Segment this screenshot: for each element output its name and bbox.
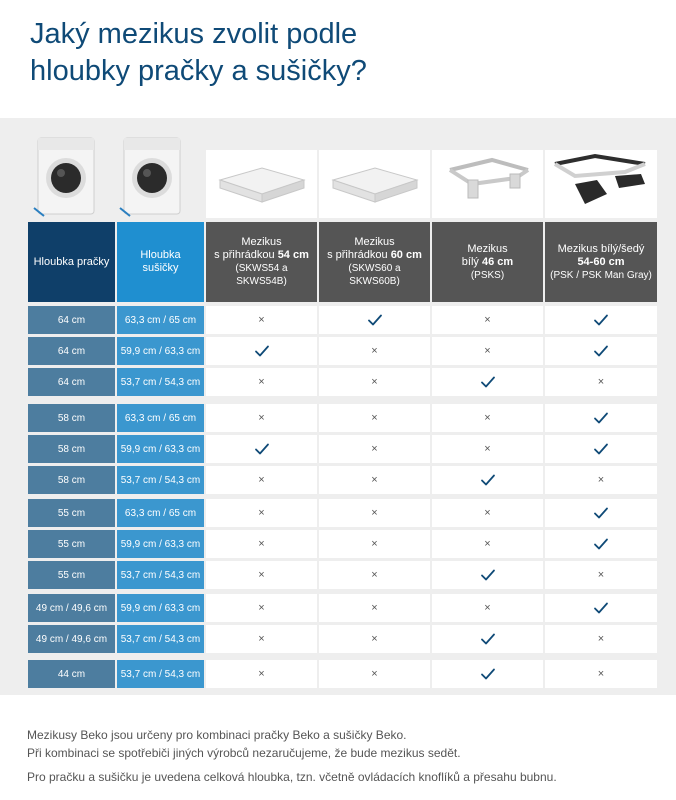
product-3-line2a: bílý [461,255,482,268]
product-1-line1: Mezikus [241,236,282,248]
white-grey-kit-54-60-icon [545,150,657,218]
not-compatible-cross-icon [545,660,657,688]
product-3-models: (PSKS) [470,269,505,281]
check-icon [593,505,609,521]
not-compatible-cross-icon [319,561,430,589]
not-compatible-cross-icon [319,337,430,365]
not-compatible-cross-icon [319,368,430,396]
table-row [28,435,657,463]
compatible-check-icon [432,466,543,494]
cross-icon: × [597,633,605,645]
header-product-2 [319,222,430,302]
product-2-size: 60 cm [390,249,422,261]
compatible-check-icon [319,306,430,334]
not-compatible-cross-icon [206,530,317,558]
check-icon [254,343,270,359]
not-compatible-cross-icon [319,625,430,653]
dryer-depth-cell: 63,3 cm / 65 cm [117,306,204,334]
not-compatible-cross-icon [432,594,543,622]
header-product-4 [545,222,657,302]
not-compatible-cross-icon [319,660,430,688]
footnote-depth-note [27,768,557,786]
washer-depth-cell: 58 cm [28,466,115,494]
table-row [28,466,657,494]
not-compatible-cross-icon [206,466,317,494]
washer-depth-cell: 58 cm [28,404,115,432]
not-compatible-cross-icon [432,306,543,334]
not-compatible-cross-icon [206,306,317,334]
dryer-depth-cell: 59,9 cm / 63,3 cm [117,530,204,558]
not-compatible-cross-icon [319,530,430,558]
product-1-models: (SKWS54 a SKWS54B) [235,263,288,287]
cross-icon: × [371,538,378,550]
check-icon [593,312,609,328]
compatible-check-icon [545,404,657,432]
not-compatible-cross-icon [432,337,543,365]
cross-icon: × [371,633,378,645]
cross-icon: × [484,507,491,519]
dryer-depth-cell: 53,7 cm / 54,3 cm [117,561,204,589]
product-2-models: (SKWS60 a SKWS60B) [348,263,401,287]
product-1-line2a: s přihrádkou [214,249,278,261]
cross-icon: × [597,668,605,680]
cross-icon: × [258,376,265,388]
page-title [30,16,650,90]
washer-depth-cell: 64 cm [28,337,115,365]
header-washer-depth [28,222,115,302]
table-row [28,499,657,527]
cross-icon: × [371,602,378,614]
not-compatible-cross-icon [545,368,657,396]
cross-icon: × [597,376,605,388]
not-compatible-cross-icon [206,499,317,527]
not-compatible-cross-icon [206,368,317,396]
compatible-check-icon [545,435,657,463]
table-row [28,594,657,622]
header-product-3 [432,222,543,302]
cross-icon: × [258,507,265,519]
header-product-1 [206,222,317,302]
cross-icon: × [484,443,491,455]
dryer-depth-cell: 59,9 cm / 63,3 cm [117,337,204,365]
not-compatible-cross-icon [319,404,430,432]
not-compatible-cross-icon [432,499,543,527]
footnote-compatibility [27,726,461,762]
dryer-depth-cell: 63,3 cm / 65 cm [117,404,204,432]
not-compatible-cross-icon [545,561,657,589]
header-dryer-depth [117,222,204,302]
product-1-size: 54 cm [277,249,309,261]
header-washer-depth-label: Hloubka pračky [33,255,110,268]
compatible-check-icon [545,530,657,558]
cross-icon: × [484,314,491,326]
not-compatible-cross-icon [206,404,317,432]
cross-icon: × [258,569,265,581]
check-icon [254,441,270,457]
not-compatible-cross-icon [545,466,657,494]
compatible-check-icon [206,435,317,463]
table-row [28,530,657,558]
cross-icon: × [597,569,605,581]
title-line-2: hloubky pračky a sušičky? [30,55,367,87]
table-row [28,404,657,432]
cross-icon: × [371,668,378,680]
cross-icon: × [371,507,378,519]
table-row [28,337,657,365]
dryer-icon [116,134,186,218]
check-icon [480,567,496,583]
check-icon [593,343,609,359]
kit-with-shelf-60-icon [319,150,430,218]
not-compatible-cross-icon [319,594,430,622]
product-4-models: (PSK / PSK Man Gray) [550,269,652,281]
not-compatible-cross-icon [432,435,543,463]
table-row [28,306,657,334]
table-row [28,368,657,396]
washer-depth-cell: 64 cm [28,306,115,334]
not-compatible-cross-icon [319,435,430,463]
compatible-check-icon [545,594,657,622]
product-4-line1: Mezikus bílý/šedý [557,242,645,255]
not-compatible-cross-icon [545,625,657,653]
product-3-size: 46 cm [481,255,514,268]
cross-icon: × [258,474,265,486]
table-row [28,660,657,688]
dryer-depth-cell: 53,7 cm / 54,3 cm [117,466,204,494]
not-compatible-cross-icon [206,660,317,688]
cross-icon: × [484,412,491,424]
washer-depth-cell: 58 cm [28,435,115,463]
cross-icon: × [484,538,491,550]
compatible-check-icon [206,337,317,365]
header-dryer-depth-label: Hloubka sušičky [140,249,181,274]
product-2-line2a: s přihrádkou [327,249,391,261]
not-compatible-cross-icon [206,594,317,622]
check-icon [593,441,609,457]
not-compatible-cross-icon [319,466,430,494]
cross-icon: × [258,668,265,680]
check-icon [480,631,496,647]
dryer-depth-cell: 53,7 cm / 54,3 cm [117,625,204,653]
cross-icon: × [484,345,491,357]
washer-depth-cell: 55 cm [28,561,115,589]
not-compatible-cross-icon [206,561,317,589]
cross-icon: × [258,633,265,645]
cross-icon: × [484,602,491,614]
product-3-line1: Mezikus [467,242,508,255]
washer-depth-cell: 55 cm [28,530,115,558]
product-4-size: 54-60 cm [577,255,625,268]
product-2-line1: Mezikus [354,236,395,248]
not-compatible-cross-icon [319,499,430,527]
compatible-check-icon [545,499,657,527]
compatible-check-icon [432,561,543,589]
washer-depth-cell: 44 cm [28,660,115,688]
cross-icon: × [371,376,378,388]
cross-icon: × [371,345,378,357]
table-row [28,561,657,589]
compatible-check-icon [545,337,657,365]
check-icon [367,312,383,328]
washer-depth-cell: 64 cm [28,368,115,396]
dryer-depth-cell: 59,9 cm / 63,3 cm [117,594,204,622]
cross-icon: × [258,412,265,424]
cross-icon: × [371,569,378,581]
cross-icon: × [597,474,605,486]
footnote-line-2: Při kombinaci se spotřebiči jiných výrobců nezaručujeme, že bude mezikus sedět. [27,746,461,760]
dryer-depth-cell: 53,7 cm / 54,3 cm [117,660,204,688]
title-line-1: Jaký mezikus zvolit podle [30,18,358,50]
dryer-depth-cell: 59,9 cm / 63,3 cm [117,435,204,463]
washer-depth-cell: 49 cm / 49,6 cm [28,625,115,653]
washing-machine-icon [30,134,100,218]
cross-icon: × [258,314,265,326]
not-compatible-cross-icon [432,404,543,432]
check-icon [593,600,609,616]
cross-icon: × [371,474,378,486]
compatible-check-icon [545,306,657,334]
cross-icon: × [258,538,265,550]
check-icon [593,410,609,426]
white-kit-46-icon [432,150,543,218]
dryer-depth-cell: 53,7 cm / 54,3 cm [117,368,204,396]
compatible-check-icon [432,625,543,653]
cross-icon: × [258,602,265,614]
compatible-check-icon [432,368,543,396]
check-icon [480,472,496,488]
compatible-check-icon [432,660,543,688]
dryer-depth-cell: 63,3 cm / 65 cm [117,499,204,527]
cross-icon: × [371,412,378,424]
check-icon [480,666,496,682]
washer-depth-cell: 49 cm / 49,6 cm [28,594,115,622]
footnote-line-3: Pro pračku a sušičku je uvedena celková hloubka, tzn. včetně ovládacích knoflíků a přesahu bubnu. [27,770,557,784]
kit-with-shelf-54-icon [206,150,317,218]
washer-depth-cell: 55 cm [28,499,115,527]
check-icon [480,374,496,390]
table-row [28,625,657,653]
not-compatible-cross-icon [432,530,543,558]
cross-icon: × [371,443,378,455]
footnote-line-1: Mezikusy Beko jsou určeny pro kombinaci pračky Beko a sušičky Beko. [27,728,407,742]
check-icon [593,536,609,552]
not-compatible-cross-icon [206,625,317,653]
